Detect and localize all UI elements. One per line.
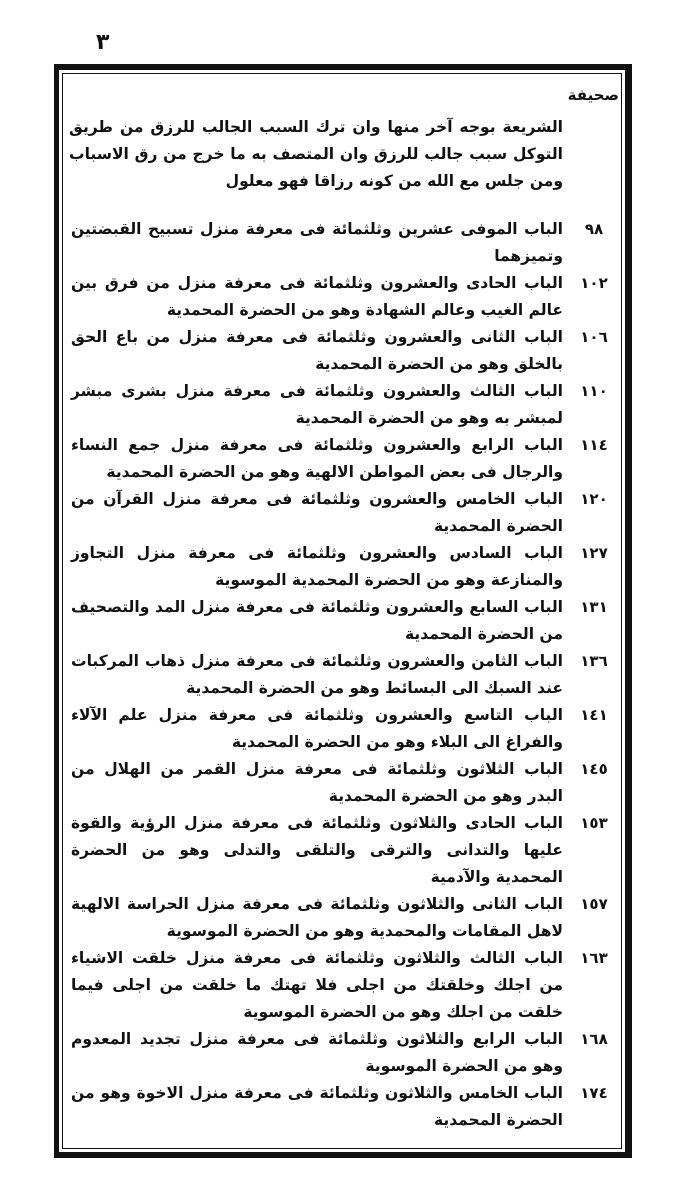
toc-entry-title: الباب الثانى والعشرون وثلثمائة فى معرفة منزل من باع الحق بالخلق وهو من الحضرة المحمدية [71, 328, 563, 373]
toc-entry [69, 648, 625, 702]
toc-entry-title: الباب السادس والعشرون وثلثمائة فى معرفة منزل التجاوز والمنازعة وهو من الحضرة المحمدية الموسوية [71, 544, 563, 589]
toc-entry-title: الباب الخامس والثلاثون وثلثمائة فى معرفة منزل الاخوة وهو من الحضرة المحمدية [71, 1084, 563, 1129]
toc-entry-title: الباب الثانى والثلاثون وثلثمائة فى معرفة منزل الحراسة الالهية لاهل المقامات والمحمدية وهو من الحضرة الموسوية [71, 895, 563, 940]
toc-entry-page: ٩٨ [584, 220, 604, 238]
toc-entry-title: الباب الرابع والعشرون وثلثمائة فى معرفة منزل جمع النساء والرجال فى بعض المواطن الالهية وهو من الحضرة المحمدية [71, 436, 563, 481]
toc-entry-page: ١٦٣ [580, 949, 608, 967]
toc-entry-page: ١٦٨ [580, 1030, 608, 1048]
toc-entry-title: الباب الرابع والثلاثون وثلثمائة فى معرفة منزل تجديد المعدوم وهو من الحضرة الموسوية [71, 1030, 563, 1075]
toc-entry-page: ١٥٣ [580, 814, 608, 832]
toc-entry [69, 945, 625, 1026]
toc-entry [69, 594, 625, 648]
toc-entry-title: الباب الثامن والعشرون وثلثمائة فى معرفة منزل ذهاب المركبات عند السبك الى البسائط وهو من الحضرة المحمدية [71, 652, 563, 697]
page-number: ٣ [96, 30, 110, 55]
toc-entry-page: ١٣١ [580, 598, 608, 616]
toc-entry [69, 378, 625, 432]
toc-entry-page: ١١٤ [580, 436, 608, 454]
toc-entry-page: ١٠٢ [580, 274, 608, 292]
toc-entry [69, 1026, 625, 1080]
toc-entry-page: ١٧٤ [580, 1084, 608, 1102]
toc-entry-title: الباب الحادى والعشرون وثلثمائة فى معرفة منزل من فرق بين عالم الغيب وعالم الشهادة وهو من الحضرة المحمدية [71, 274, 563, 319]
toc-entry [69, 1080, 625, 1134]
toc-entry-title: الباب الثالث والعشرون وثلثمائة فى معرفة منزل بشرى مبشر لمبشر به وهو من الحضرة المحمدية [71, 382, 563, 427]
toc-entry-page: ١٢٠ [580, 490, 608, 508]
toc-entry-title: الباب الخامس والعشرون وثلثمائة فى معرفة منزل القرآن من الحضرة المحمدية [71, 490, 563, 535]
toc-entry-page: ١٣٦ [580, 652, 608, 670]
toc-list [69, 216, 625, 1134]
toc-entry-page: ١٠٦ [580, 328, 608, 346]
page-column-header: صحيفة [567, 86, 619, 104]
page-frame [54, 64, 632, 1158]
toc-entry-title: الباب الموفى عشرين وثلثمائة فى معرفة منزل تسبيح القبضتين وتميزهما [71, 220, 563, 265]
toc-entry [69, 216, 625, 270]
toc-entry-page: ١٥٧ [580, 895, 608, 913]
toc-entry-page: ١٢٧ [580, 544, 608, 562]
toc-entry [69, 432, 625, 486]
toc-entry-page: ١١٠ [580, 382, 608, 400]
toc-entry-title: الباب الحادى والثلاثون وثلثمائة فى معرفة منزل الرؤية والقوة عليها والتدانى والترقى والتلقى والتدلى وهو من الحضرة المحمدية والآدمية [71, 814, 563, 886]
toc-entry-title: الباب الثلاثون وثلثمائة فى معرفة منزل القمر من الهلال من البدر وهو من الحضرة المحمدية [71, 760, 563, 805]
toc-entry-page: ١٤١ [580, 706, 608, 724]
toc-entry [69, 270, 625, 324]
toc-entry-title: الباب التاسع والعشرون وثلثمائة فى معرفة منزل علم الآلاء والفراغ الى البلاء وهو من الحضرة المحمدية [71, 706, 563, 751]
toc-entry [69, 891, 625, 945]
toc-entry [69, 324, 625, 378]
toc-entry-page: ١٤٥ [580, 760, 608, 778]
toc-entry [69, 702, 625, 756]
intro-paragraph: الشريعة بوجه آخر منها وان ترك السبب الجالب للرزق من طريق التوكل سبب جالب للرزق وان المتصف به ما خرج من رق الاسباب ومن جلس مع الله من كونه رزاقا فهو معلول [69, 118, 563, 190]
toc-entry [69, 540, 625, 594]
toc-entry-title: الباب الثالث والثلاثون وثلثمائة فى معرفة منزل خلقت الاشياء من اجلك وخلقتك من اجلى فلا تهتك ما خلقت من اجلى فيما خلقت من اجلك وهو من الحضرة الموسوية [71, 949, 563, 1021]
toc-entry [69, 810, 625, 891]
toc-entry [69, 486, 625, 540]
toc-entry-title: الباب السابع والعشرون وثلثمائة فى معرفة منزل المد والتصحيف من الحضرة المحمدية [71, 598, 563, 643]
toc-entry [69, 756, 625, 810]
